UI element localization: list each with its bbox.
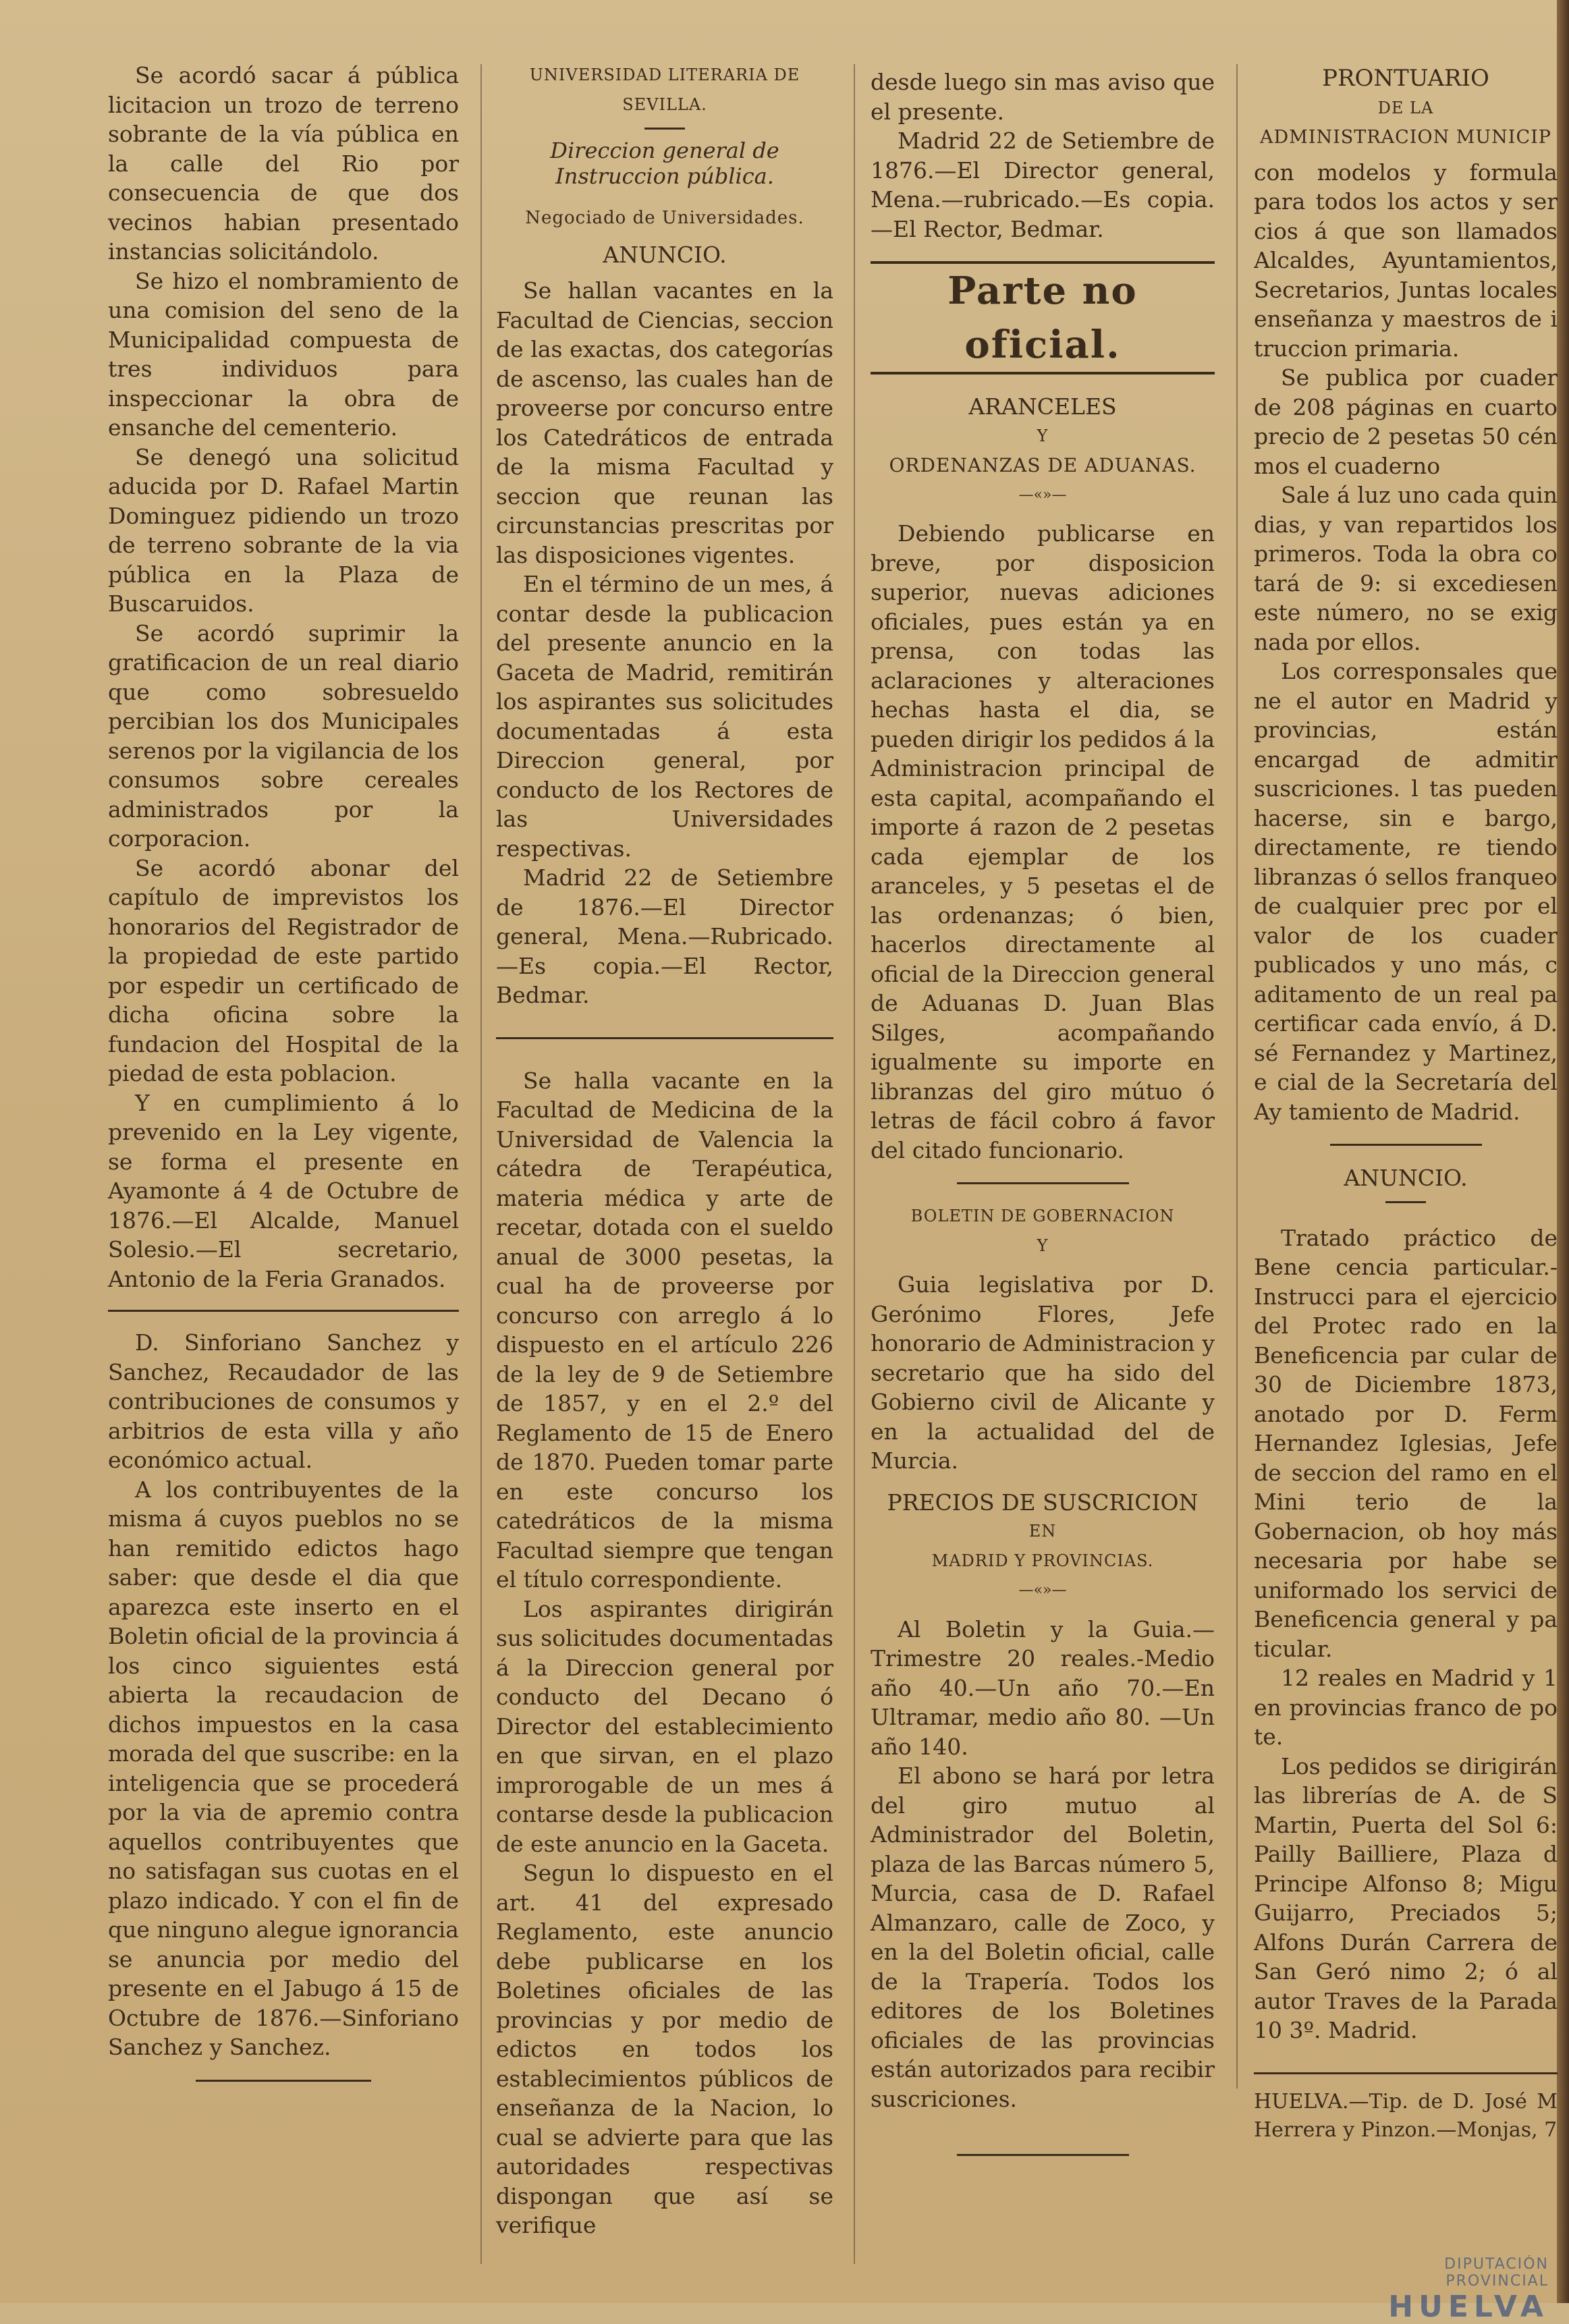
divider xyxy=(957,1182,1129,1184)
paragraph: Se acordó abonar del capítulo de imprevistos los honorarios del Registrador de la propiedad de este partido por espedir un certificado de dicha oficina sobre la fundacion del Hospital de la piedad de esta poblacion. xyxy=(108,854,459,1086)
paragraph: Madrid 22 de Setiembre de 1876.—El Director general, Mena.—rubricado.—Es copia.—El Rector, Bedmar. xyxy=(871,128,1215,242)
paragraph: Los aspirantes dirigirán sus solicitudes documentadas á la Direccion general por conducto del Decano ó Director del establecimiento en que sirvan, en el plazo improrogable de un mes á contarse desde la publicacion de este anuncio en la Gaceta. xyxy=(496,1595,833,1857)
madrid-heading: MADRID Y PROVINCIAS. xyxy=(931,1551,1154,1570)
column-3 xyxy=(871,67,1215,2174)
precios-heading: PRECIOS DE SUSCRICION xyxy=(887,1489,1199,1516)
paragraph: Se acordó sacar á pública licitacion un trozo de terreno sobrante de la vía pública en la calle del Rio por consecuencia de que dos vecinos habian presentado instancias solicitándolo. xyxy=(108,62,459,265)
paragraph: Y en cumplimiento á lo prevenido en la Ley vigente, se forma el presente en Ayamonte á 4 de Octubre de 1876.—El Alcalde, Manuel Solesio.—El secretario, Antonio de la Feria Granados. xyxy=(108,1089,459,1292)
aranceles-heading: ARANCELES xyxy=(968,393,1117,420)
end-rule xyxy=(957,2154,1129,2156)
section-banner: Parte no oficial. xyxy=(871,261,1215,375)
section-divider xyxy=(108,1310,459,1312)
paragraph: Se acordó suprimir la gratificacion de un real diario que como sobresueldo percibian los dos Municipales serenos por la vigilancia de los consumos sobre cereales administrados por la corporacion. xyxy=(108,619,459,852)
de-la-heading: DE LA xyxy=(1377,98,1434,117)
paragraph: El abono se hará por letra del giro mutuo al Administrador del Boletin, plaza de las Barcas número 5, Murcia, casa de D. Rafael Almanzaro, calle de Zoco, y en la del Boletin oficial, calle de la Trapería. Todos los editores de los Boletines oficiales de las provincias están autorizados para recibir suscriciones. xyxy=(871,1763,1215,2112)
paragraph: Se halla vacante en la Facultad de Medicina de la Universidad de Valencia la cátedra de Terapéutica, materia médica y arte de recetar, dotada con el sueldo anual de 3000 pesetas, la cual ha de proveerse por concurso con arreglo á lo dispuesto en el artículo 226 de la ley de 9 de Setiembre de 1857, y en el 2.º del Reglamento de 15 de Enero de 1870. Pueden tomar parte en este concurso los catedráticos de la misma Facultad siempre que tengan el título correspondiente. xyxy=(496,1067,833,1593)
and-heading: Y xyxy=(1037,1236,1049,1255)
and-heading: Y xyxy=(1037,426,1049,445)
university-heading: UNIVERSIDAD LITERARIA DE xyxy=(529,65,800,84)
divider xyxy=(1254,2072,1558,2074)
paragraph: Se hizo el nombramiento de una comision del seno de la Municipalidad compuesta de tres individuos para inspeccionar la obra de ensanche del cementerio. xyxy=(108,267,459,441)
ornament: —«»— xyxy=(1018,486,1067,503)
negotiated-heading: Negociado de Universidades. xyxy=(525,208,804,228)
prontuario-title: PRONTUARIO xyxy=(1322,65,1489,92)
paragraph: A los contribuyentes de la misma á cuyos pueblos no se han remitido edictos hago saber: que desde el dia que aparezca este inserto en el Boletin oficial de la provincia á los cinco siguientes está abierta la recaudacion de dichos impuestos en la casa morada del que suscribe: en la inteligencia que se procederá por la via de apremio contra aquellos contribuyentes que no satisfagan sus cuotas en el plazo indicado. Y con el fin de que ninguno alegue ignorancia se anuncia por medio del presente en el Jabugo á 15 de Octubre de 1876.—Sinforiano Sanchez y Sanchez. xyxy=(108,1476,459,2060)
divider xyxy=(1330,1144,1482,1146)
paragraph: Segun lo dispuesto en el art. 41 del expresado Reglamento, este anuncio debe publicarse en los Boletines oficiales de las provincias y por medio de edictos en todos los establecimientos públicos de enseñanza de la Nacion, lo cual se advierte para que las autoridades respectivas dispongan que así se verifique xyxy=(496,1860,833,2238)
end-rule xyxy=(196,2080,371,2082)
anuncio-heading: ANUNCIO. xyxy=(603,241,727,268)
divider xyxy=(1385,1201,1426,1203)
paragraph: Los pedidos se dirigirán las librerías de A. de S Martin, Puerta del Sol 6: Pailly Bailliere, Plaza d Principe Alfonso 8; Migu Guijarro, Preciados 5; Alfons Durán Carrera de San Geró nimo 2; ó al autor Traves de la Parada 10 3º. Madrid. xyxy=(1254,1752,1558,2043)
paragraph: Al Boletin y la Guia.—Trimestre 20 reales.-Medio año 40.—Un año 70.—En Ultramar, medio año 80. —Un año 140. xyxy=(871,1615,1215,1760)
direction-heading: Direccion general de Instruccion pública. xyxy=(550,138,779,189)
column-1 xyxy=(108,61,459,2099)
section-divider xyxy=(496,1037,833,1039)
imprint: HUELVA.—Tip. de D. José M Herrera y Pinzon.—Monjas, 7 xyxy=(1254,2089,1558,2142)
boletin-heading: BOLETIN DE GOBERNACION xyxy=(910,1207,1175,1225)
stamp-big-text: HUELVA xyxy=(1388,2290,1549,2324)
stamp-top-text: DIPUTACIÓN PROVINCIAL xyxy=(1444,2256,1549,2290)
paragraph: Los corresponsales que ne el autor en Madrid y provincias, están encargad de admitir suscriciones. l tas pueden hacerse, sin e bargo, directamente, re tiendo libranzas ó sellos franqueo de cualquier prec por el valor de los cuader publicados y uno más, c aditamento de un real pa certificar cada envío, á D. sé Fernandez y Martinez, e cial de la Secretaría del Ay tamiento de Madrid. xyxy=(1254,658,1558,1125)
ornament: —«»— xyxy=(1018,1582,1067,1599)
paragraph: D. Sinforiano Sanchez y Sanchez, Recaudador de las contribuciones de consumos y arbitrios de esta villa y año económico actual. xyxy=(108,1329,459,1473)
admin-heading: ADMINISTRACION MUNICIP xyxy=(1260,127,1551,148)
archive-stamp xyxy=(1346,2256,1549,2324)
paragraph: Debiendo publicarse en breve, por disposicion superior, nuevas adiciones oficiales, pues están ya en prensa, con todas las aclaraciones y alteraciones hechas hasta el dia, se pueden dirigir los pedidos á la Administracion principal de esta capital, acompañando el importe á razon de 2 pesetas cada ejemplar de los aranceles, y 5 pesetas el de las ordenanzas; ó bien, hacerlos directamente al oficial de la Direccion general de Aduanas D. Juan Blas Silges, acompañando igualmente su importe en libranzas del giro mútuo ó letras de fácil cobro á favor del citado funcionario. xyxy=(871,520,1215,1163)
paragraph: Se denegó una solicitud aducida por D. Rafael Martin Dominguez pidiendo un trozo de terreno sobrante de la via pública en la Plaza de Buscaruidos. xyxy=(108,443,459,617)
divider xyxy=(644,128,685,130)
paragraph: desde luego sin mas aviso que el presente. xyxy=(871,69,1215,125)
paragraph: Tratado práctico de Bene cencia particular.-Instrucci para el ejercicio del Protec rado en la Beneficencia par cular de 30 de Diciembre 1873, anotado por D. Ferm Hernandez Iglesias, Jefe de seccion del ramo en el Mini terio de la Gobernacion, ob hoy más necesaria por habe se uniformado los servici de Beneficencia general y pa ticular. xyxy=(1254,1224,1558,1662)
paragraph: con modelos y formula para todos los actos y ser cios á que son llamados Alcaldes, Ayuntamientos, Secretarios, Juntas locales enseñanza y maestros de i truccion primaria. xyxy=(1254,159,1558,362)
paragraph: Se hallan vacantes en la Facultad de Ciencias, seccion de las exactas, dos categorías de ascenso, las cuales han de proveerse por concurso entre los Catedráticos de entrada de la misma Facultad y seccion que reunan las circunstancias prescritas por las disposiciones vigentes. xyxy=(496,277,833,568)
column-rule xyxy=(480,64,482,2264)
column-rule xyxy=(854,64,855,2264)
paragraph: Guia legislativa por D. Gerónimo Flores, Jefe honorario de Administracion y secretario que ha sido del Gobierno civil de Alicante y en la actualidad del de Murcia. xyxy=(871,1271,1215,1474)
paragraph: En el término de un mes, á contar desde la publicacion del presente anuncio en la Gaceta de Madrid, remitirán los aspirantes sus solicitudes documentadas á esta Direccion general, por conducto de los Rectores de las Universidades respectivas. xyxy=(496,571,833,862)
column-4 xyxy=(1254,64,1558,2145)
anuncio-heading: ANUNCIO. xyxy=(1344,1165,1468,1191)
page-edge xyxy=(1557,0,1569,2303)
paragraph: Madrid 22 de Setiembre de 1876.—El Director general, Mena.—Rubricado.—Es copia.—El Rector, Bedmar. xyxy=(496,864,833,1008)
paragraph: 12 reales en Madrid y 1 en provincias franco de po te. xyxy=(1254,1665,1558,1750)
paragraph: Se publica por cuader de 208 páginas en cuarto precio de 2 pesetas 50 cén mos el cuaderno xyxy=(1254,364,1558,479)
paragraph: Sale á luz uno cada quin dias, y van repartidos los primeros. Toda la obra co tará de 9: si excediesen este número, no se exig nada por ellos. xyxy=(1254,482,1558,655)
ordenanzas-heading: ORDENANZAS DE ADUANAS. xyxy=(889,454,1196,476)
city-heading: SEVILLA. xyxy=(622,94,707,114)
column-2 xyxy=(496,61,833,2240)
en-heading: EN xyxy=(1028,1522,1057,1541)
column-rule xyxy=(1236,64,1238,2088)
